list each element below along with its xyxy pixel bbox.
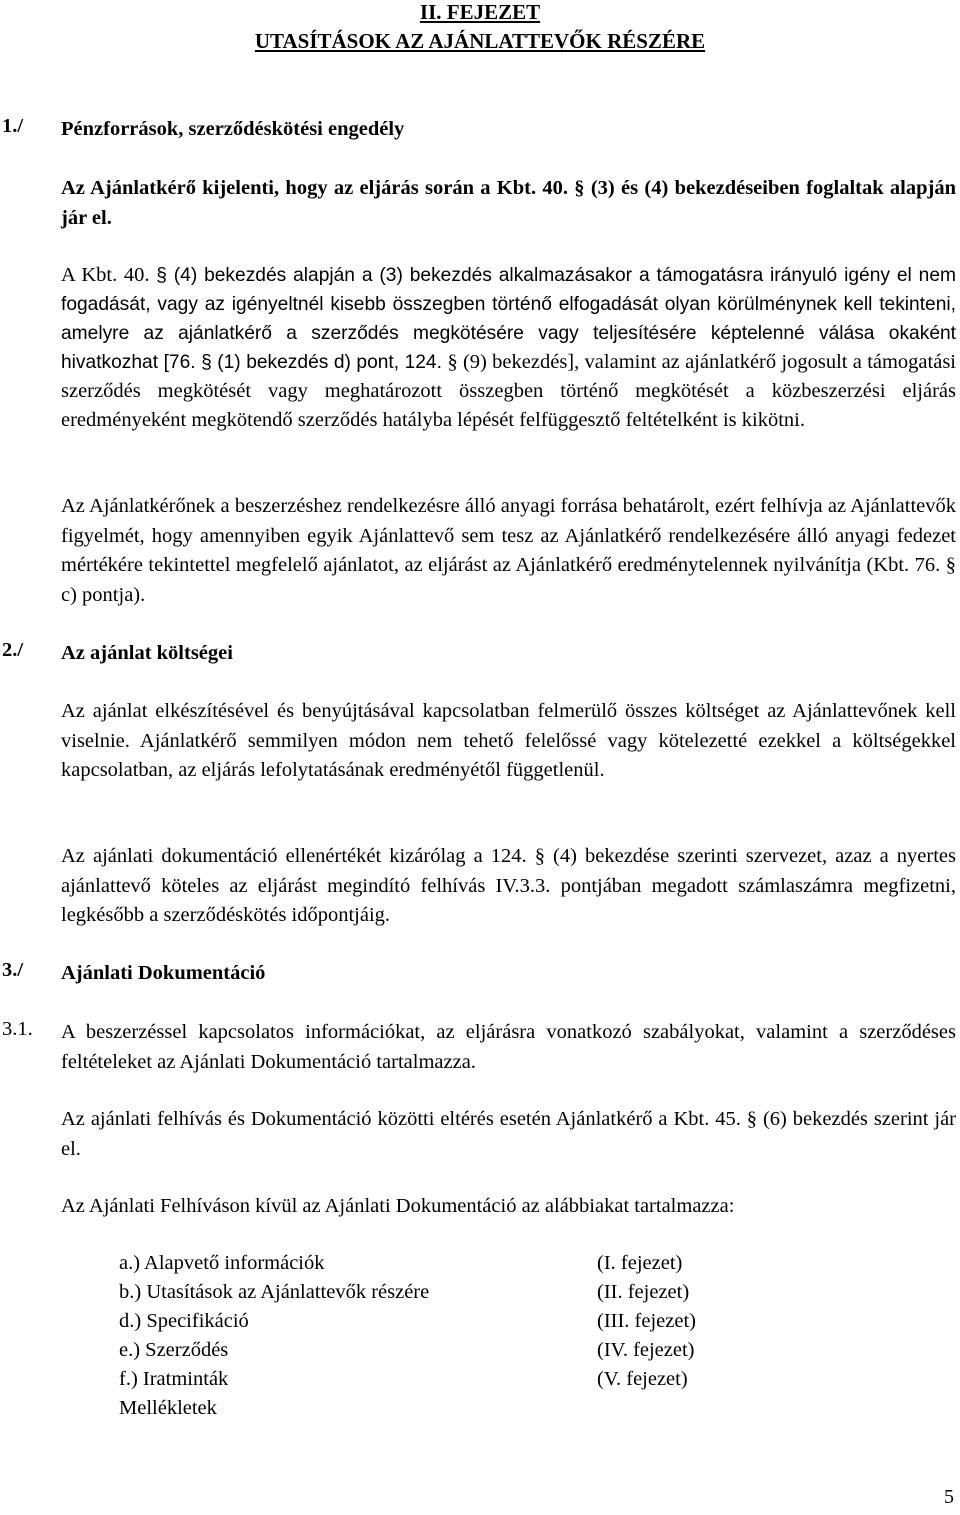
list-item-chapter: (III. fejezet) xyxy=(597,1310,696,1332)
list-item: d.) Specifikáció xyxy=(119,1310,249,1332)
list-item: a.) Alapvető információk xyxy=(119,1252,325,1274)
list-item: f.) Iratminták xyxy=(119,1368,229,1390)
chapter-heading: II. FEJEZET xyxy=(419,0,541,24)
list-item-chapter: (IV. fejezet) xyxy=(597,1339,695,1361)
paragraph: Az ajánlati felhívás és Dokumentáció közötti eltérés esetén Ajánlatkérő a Kbt. 45. § (6) bekezdés szerint jár el. xyxy=(61,1108,956,1160)
list-item: b.) Utasítások az Ajánlattevők részére xyxy=(119,1281,430,1303)
paragraph: Az Ajánlatkérőnek a beszerzéshez rendelkezésre álló anyagi forrása behatárolt, ezért felhívja az Ajánlattevők figyelmét, hogy amennyiben egyik Ajánlattevő sem tesz az Ajánlatkérő rendelkezésére álló anyagi fedezet mértékére tekintettel megfelelő ajánlatot, az eljárást az Ajánlatkérő eredménytelennek nyilvánítja (Kbt. 76. § c) pontja). xyxy=(61,495,956,606)
section-number: 3./ xyxy=(2,959,24,981)
chapter-title: UTASÍTÁSOK AZ AJÁNLATTEVŐK RÉSZÉRE xyxy=(254,29,706,53)
paragraph xyxy=(61,261,956,435)
paragraph-text: § (9) bekezdés], valamint az ajánlatkérő jogosult a támogatási szerződés megkötését vagy meghatározott összegben történő megkötését a közbeszerzési eljárás eredményeként megkötendő szerződés hatályba lépését felfüggesztő feltételként is kikötni. xyxy=(61,351,956,431)
list-item: Mellékletek xyxy=(119,1397,217,1419)
paragraph: Az Ajánlati Felhíváson kívül az Ajánlati Dokumentáció az alábbiakat tartalmazza: xyxy=(61,1195,735,1217)
paragraph: Az ajánlati dokumentáció ellenértékét kizárólag a 124. § (4) bekezdése szerinti szervezet, azaz a nyertes ajánlattevő köteles az eljárást megindító felhívás IV.3.3. pontjában megadott számlaszámra megfizetni, legkésőbb a szerződéskötés időpontjáig. xyxy=(61,845,956,926)
paragraph: A beszerzéssel kapcsolatos információkat, az eljárásra vonatkozó szabályokat, valamint a szerződéses feltételeket az Ajánlati Dokumentáció tartalmazza. xyxy=(61,1021,956,1073)
paragraph: Az Ajánlatkérő kijelenti, hogy az eljárás során a Kbt. 40. § (3) és (4) bekezdéseiben foglaltak alapján jár el. xyxy=(61,177,956,229)
section-title: Ajánlati Dokumentáció xyxy=(61,962,266,984)
list-item: e.) Szerződés xyxy=(119,1339,229,1361)
section-title: Az ajánlat költségei xyxy=(61,642,233,664)
paragraph-text: § (4) bekezdés alapján a (3) bekezdés alkalmazásakor a támogatásra irányuló igény el nem fogadását, vagy az igényeltnél kisebb összegben történő elfogadását olyan körülménynek kell tekinteni, amelyre az ajánlatkérő a szerződés megkötésére vagy teljesítésére képtelenné válása okaként hivatkozhat [76. § (1) bekezdés d) pont, 124. xyxy=(61,265,956,373)
list-item-chapter: (V. fejezet) xyxy=(597,1368,688,1390)
section-number: 1./ xyxy=(2,115,24,137)
list-item-chapter: (I. fejezet) xyxy=(597,1252,683,1274)
paragraph-text: A Kbt. 40. xyxy=(61,264,157,286)
page-number: 5 xyxy=(944,1486,954,1508)
list-item-chapter: (II. fejezet) xyxy=(597,1281,690,1303)
paragraph: Az ajánlat elkészítésével és benyújtásával kapcsolatban felmerülő összes költséget az Ajánlattevőnek kell viselnie. Ajánlatkérő semmilyen módon nem tehető felelőssé vagy kötelezetté ezekkel a költségekkel kapcsolatban, az eljárás lefolytatásának eredményétől függetlenül. xyxy=(61,700,956,781)
section-title: Pénzforrások, szerződéskötési engedély xyxy=(61,118,405,140)
subsection-number: 3.1. xyxy=(2,1018,33,1040)
section-number: 2./ xyxy=(2,639,24,661)
